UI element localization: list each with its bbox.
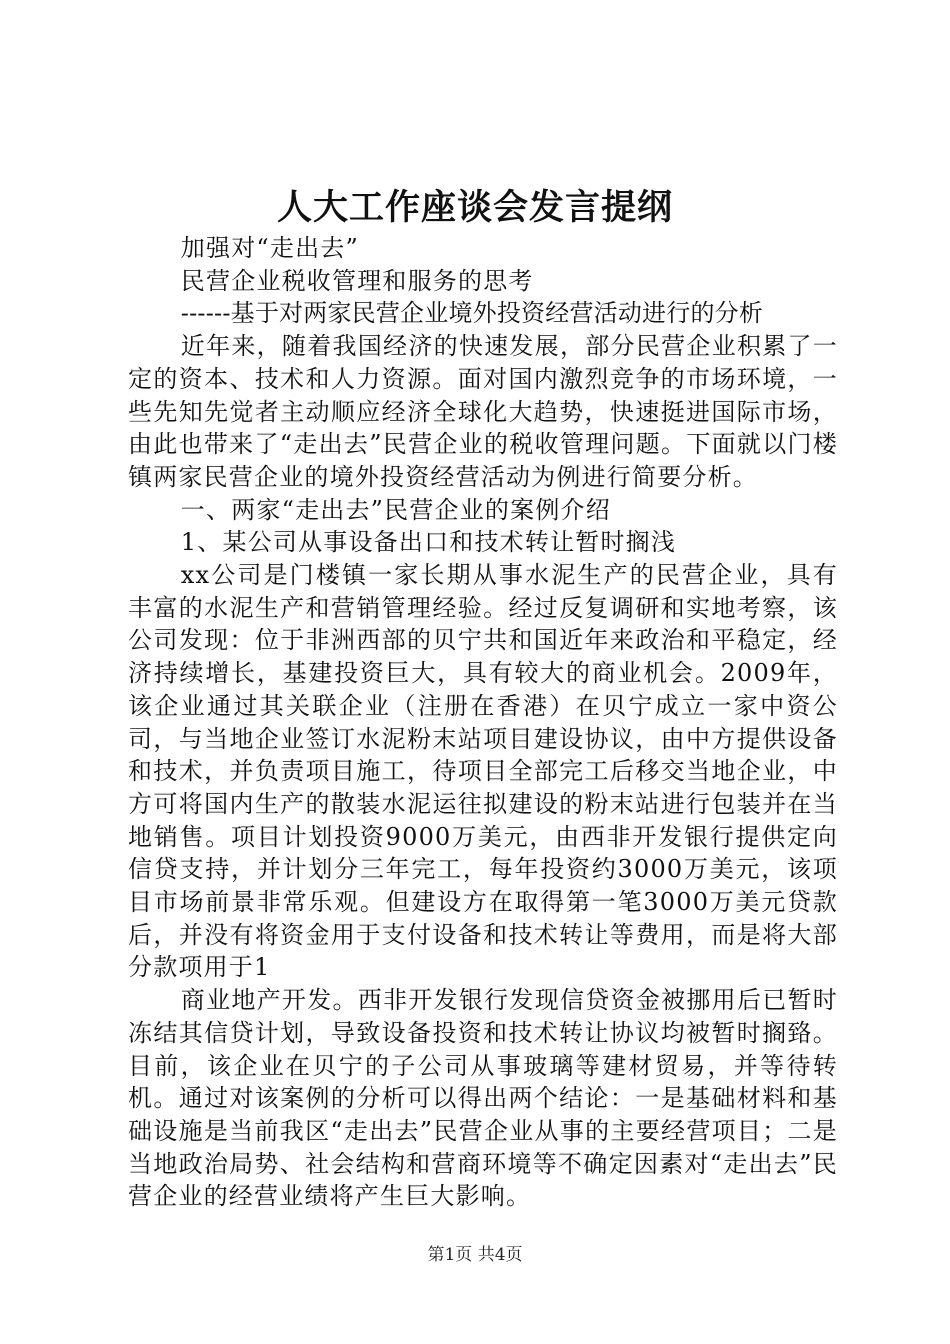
paragraph-case-description: xx公司是门楼镇一家长期从事水泥生产的民营企业，具有丰富的水泥生产和营销管理经验。经过反复调研和实地考察，该公司发现：位于非洲西部的贝宁共和国近年来政治和平稳定，经济持续增长，基建投资巨大，具有较大的商业机会。2009年，该企业通过其关联企业（注册在香港）在贝宁成立一家中资公司，与当地企业签订水泥粉末站项目建设协议，由中方提供设备和技术，并负责项目施工，待项目全部完工后移交当地企业，中方可将国内生产的散装水泥运往拟建设的粉末站进行包装并在当地销售。项目计划投资9000万美元，由西非开发银行提供定向信贷支持，并计划分三年完工，每年投资约3000万美元，该项目市场前景非常乐观。但建设方在取得第一笔3000万美元贷款后，并没有将资金用于支付设备和技术转让等费用，而是将大部分款项用于1: [128, 561, 838, 982]
paragraph-heading-line-1: 加强对“走出去”: [180, 234, 359, 262]
page-total: 共4页: [477, 1245, 523, 1265]
page-number: 第1页: [427, 1245, 473, 1265]
paragraph-case-conclusion: 商业地产开发。西非开发银行发现信贷资金被挪用后已暂时冻结其信贷计划，导致设备投资和技术转让协议均被暂时搁臵。目前，该企业在贝宁的子公司从事玻璃等建材贸易，并等待转机。通过对该案例的分析可以得出两个结论：一是基础材料和基础设施是当前我区“走出去”民营企业从事的主要经营项目；二是当地政治局势、社会结构和营商环境等不确定因素对“走出去”民营企业的经营业绩将产生巨大影响。: [128, 986, 838, 1211]
document-body: [128, 232, 838, 1213]
page-footer: [0, 1243, 950, 1267]
paragraph-intro: 近年来，随着我国经济的快速发展，部分民营企业积累了一定的资本、技术和人力资源。面对国内激烈竞争的市场环境，一些先知先觉者主动顺应经济全球化大趋势，快速挺进国际市场，由此也带来了“走出去”民营企业的税收管理问题。下面就以门楼镇两家民营企业的境外投资经营活动为例进行简要分析。: [128, 332, 838, 491]
section-heading: 一、两家“走出去”民营企业的案例介绍: [180, 495, 611, 524]
paragraph-subtitle: ------基于对两家民营企业境外投资经营活动进行的分析: [180, 299, 764, 328]
subsection-heading: 1、某公司从事设备出口和技术转让暂时搁浅: [180, 528, 677, 557]
paragraph-heading-line-2: 民营企业税收管理和服务的思考: [180, 266, 534, 295]
document-title: 人大工作座谈会发言提纲: [276, 187, 673, 228]
